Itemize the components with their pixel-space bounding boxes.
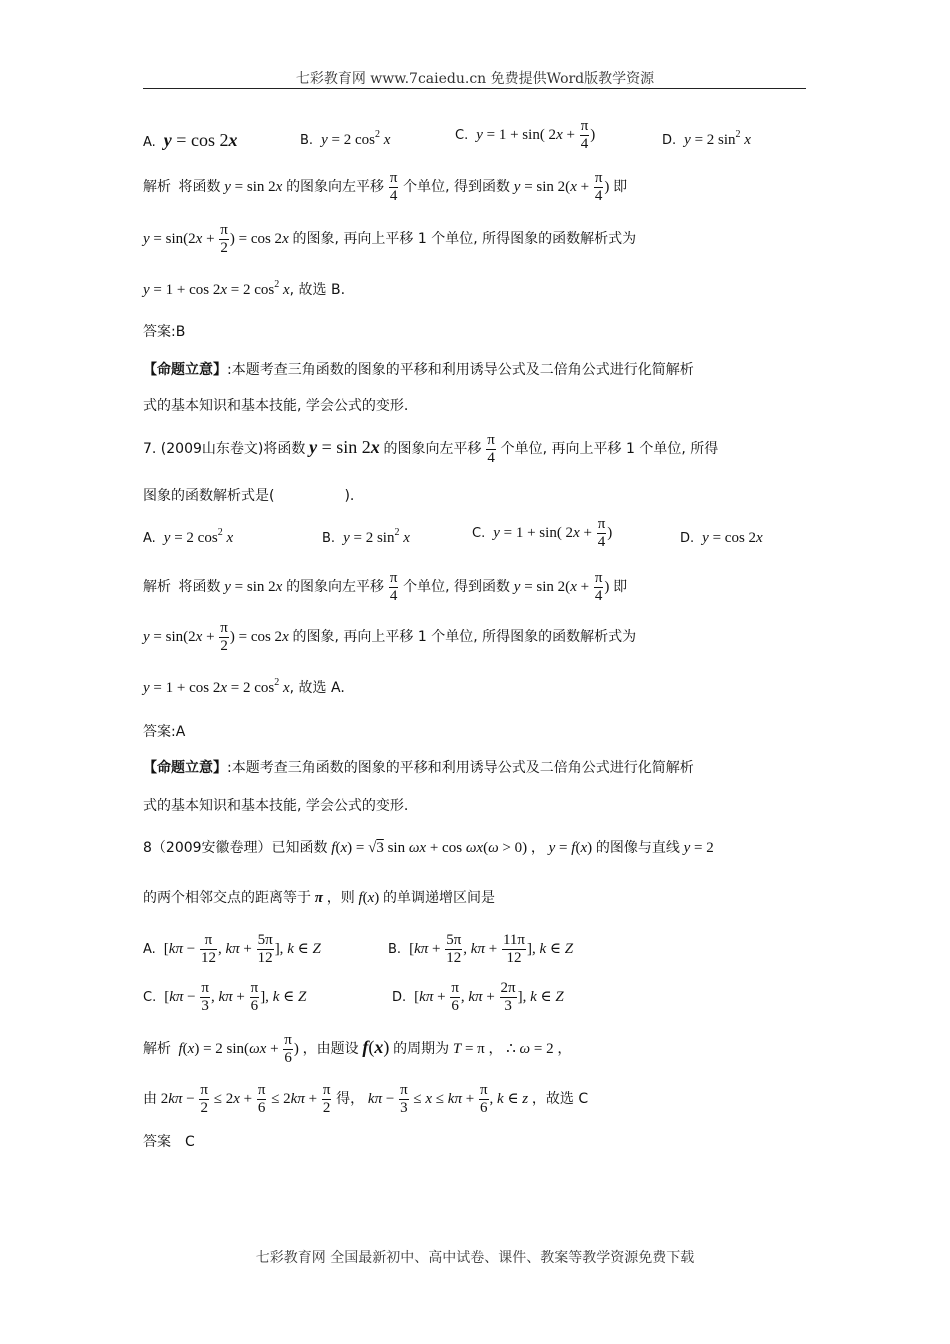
q7-stem-line2: 图象的函数解析式是( ). xyxy=(143,488,355,504)
q8-stem-line2: 的两个相邻交点的距离等于 π ，则 f(x) 的单调递增区间是 xyxy=(143,890,496,906)
q7-answer: 答案:A xyxy=(143,724,186,740)
q7-analysis-line3: y = 1 + cos 2x = 2 $\cos^2 x$, 故选 A. xyxy=(143,677,345,696)
q6-option-b: B. y = 2 $\cos^2 x$ xyxy=(300,129,391,148)
q8-option-b: B. [kπ + $\frac{5\pi}{12}$ , kπ + $\frac{11\pi}{12}$ ], k ∈ Z xyxy=(388,932,574,966)
q8-stem-line1: 8（2009安徽卷理）已知函数 f(x) = √3 sin ωx + cos ωx(ω > 0) ， y = f(x) 的图像与直线 y = 2 xyxy=(143,840,714,856)
q6-intent-line2: 式的基本知识和基本技能, 学会公式的变形. xyxy=(143,398,409,414)
q8-analysis-line1: 解析 f(x) = 2 sin(ωx + $\frac{\pi}{6}$ ) ，由题设 f(x) 的周期为 T = π ， ∴ ω = 2 ， xyxy=(143,1032,572,1066)
q7-option-b: B. y = 2 $\sin^2 x$ xyxy=(322,527,410,546)
q7-option-d: D. y = cos 2x xyxy=(680,530,763,546)
header-rule xyxy=(143,88,806,89)
q7-option-a: A. y = 2 $\cos^2 x$ xyxy=(143,527,234,546)
q6-option-a: A. y = cos 2x xyxy=(143,130,238,150)
q6-analysis-line3: y = 1 + cos 2x = 2 $\cos^2 x$, 故选 B. xyxy=(143,279,346,298)
q8-analysis-line2: 由 2kπ − $\frac{\pi}{2}$ ≤ 2x + $\frac{\pi}{6}$ ≤ 2kπ + $\frac{\pi}{2}$ 得， kπ − $\frac{\pi}{3}$ ≤ x ≤ kπ + $\frac{\pi}{6}$ , k ∈ z ，故选 C xyxy=(143,1082,589,1116)
q6-option-c: C. y = 1 + sin( 2x + $\frac{\pi}{4}$ ) xyxy=(455,118,596,152)
q6-option-d: D. y = 2 $\sin^2 x$ xyxy=(662,129,751,148)
q6-analysis-line1: 解析 将函数 y = sin 2x 的图象向左平移 $\frac{\pi}{4}$ 个单位, 得到函数 y = sin 2(x + $\frac{\pi}{4}$ ) 即 xyxy=(143,170,628,204)
q7-analysis-line2: y = sin(2x + $\frac{\pi}{2}$ ) = cos 2x 的图象, 再向上平移 1 个单位, 所得图象的函数解析式为 xyxy=(143,620,637,654)
q8-answer: 答案 C xyxy=(143,1134,195,1150)
page-footer: 七彩教育网 全国最新初中、高中试卷、课件、教案等教学资源免费下载 xyxy=(255,1250,695,1266)
page-header: 七彩教育网 www.7caiedu.cn 免费提供Word版教学资源 xyxy=(295,71,655,87)
q7-stem-line1: 7. (2009山东卷文)将函数 y = sin 2x 的图象向左平移 $\frac{\pi}{4}$ 个单位, 再向上平移 1 个单位, 所得 xyxy=(143,432,719,466)
q8-option-d: D. [kπ + $\frac{\pi}{6}$ , kπ + $\frac{2\pi}{3}$ ], k ∈ Z xyxy=(392,980,564,1014)
q7-intent-line1: 【命题立意】:本题考查三角函数的图象的平移和利用诱导公式及二倍角公式进行化简解析 xyxy=(143,760,694,776)
q8-option-a: A. [kπ − $\frac{\pi}{12}$ , kπ + $\frac{5\pi}{12}$ ], k ∈ Z xyxy=(143,932,321,966)
q7-analysis-line1: 解析 将函数 y = sin 2x 的图象向左平移 $\frac{\pi}{4}$ 个单位, 得到函数 y = sin 2(x + $\frac{\pi}{4}$ ) 即 xyxy=(143,570,628,604)
q8-option-c: C. [kπ − $\frac{\pi}{3}$ , kπ + $\frac{\pi}{6}$ ], k ∈ Z xyxy=(143,980,307,1014)
q6-analysis-line2: y = sin(2x + $\frac{\pi}{2}$ ) = cos 2x 的图象, 再向上平移 1 个单位, 所得图象的函数解析式为 xyxy=(143,222,637,256)
q6-answer: 答案:B xyxy=(143,324,186,340)
q6-intent-line1: 【命题立意】:本题考查三角函数的图象的平移和利用诱导公式及二倍角公式进行化简解析 xyxy=(143,362,694,378)
q7-option-c: C. y = 1 + sin( 2x + $\frac{\pi}{4}$ ) xyxy=(472,516,613,550)
q7-intent-line2: 式的基本知识和基本技能, 学会公式的变形. xyxy=(143,798,409,814)
